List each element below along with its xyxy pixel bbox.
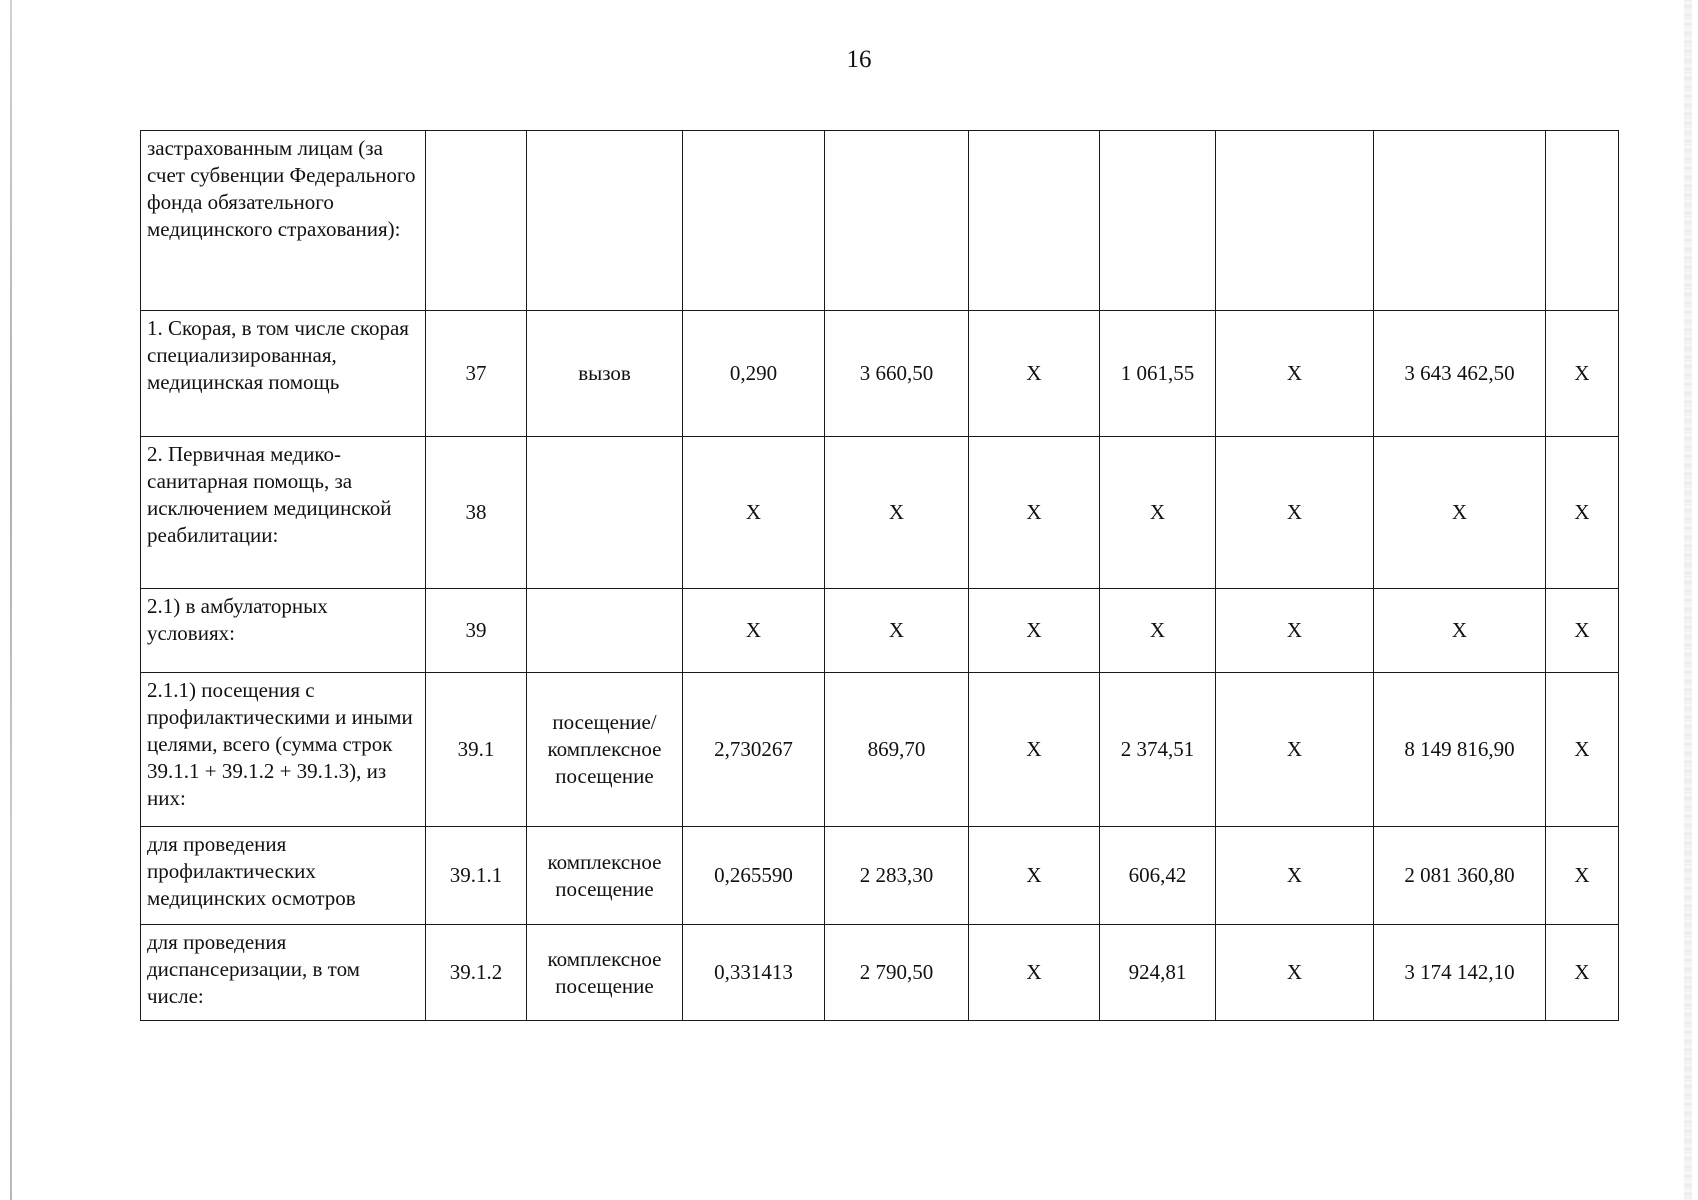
value-cell: X <box>825 589 969 673</box>
value-cell: 2,730267 <box>683 673 825 827</box>
value-cell: 0,331413 <box>683 925 825 1021</box>
value-cell: X <box>1100 589 1216 673</box>
value-cell: 3 643 462,50 <box>1374 311 1546 437</box>
value-cell: X <box>1216 925 1374 1021</box>
unit-cell: комплексное посещение <box>527 827 683 925</box>
value-cell: X <box>969 589 1100 673</box>
unit-cell <box>527 589 683 673</box>
value-cell: X <box>1546 311 1619 437</box>
table-row <box>141 925 1619 1021</box>
value-cell: X <box>1216 589 1374 673</box>
value-cell: X <box>1216 673 1374 827</box>
unit-cell: посещение/ комплексное посещение <box>527 673 683 827</box>
value-cell: X <box>1546 437 1619 589</box>
value-cell: 8 149 816,90 <box>1374 673 1546 827</box>
row-label: 2. Первичная медико-санитарная помощь, за исключением медицинской реабилитации: <box>141 437 426 589</box>
unit-cell <box>527 131 683 311</box>
value-cell <box>825 131 969 311</box>
row-label: для проведения профилактических медицинских осмотров <box>141 827 426 925</box>
data-table <box>140 130 1619 1021</box>
value-cell: X <box>683 589 825 673</box>
value-cell: X <box>1216 437 1374 589</box>
value-cell <box>1216 131 1374 311</box>
value-cell: 2 374,51 <box>1100 673 1216 827</box>
table-row <box>141 437 1619 589</box>
value-cell: 606,42 <box>1100 827 1216 925</box>
value-cell: X <box>1374 437 1546 589</box>
row-label: 2.1) в амбулаторных условиях: <box>141 589 426 673</box>
value-cell: 0,290 <box>683 311 825 437</box>
value-cell: X <box>1546 925 1619 1021</box>
row-number-cell: 39.1.1 <box>426 827 527 925</box>
row-label: застрахованным лицам (за счет субвенции Федерального фонда обязательного медицинского страхования): <box>141 131 426 311</box>
table-row <box>141 673 1619 827</box>
scan-edge-left <box>10 0 12 1200</box>
row-number-cell: 37 <box>426 311 527 437</box>
row-number-cell: 39 <box>426 589 527 673</box>
value-cell: X <box>969 925 1100 1021</box>
value-cell: 2 081 360,80 <box>1374 827 1546 925</box>
value-cell: 2 790,50 <box>825 925 969 1021</box>
value-cell <box>969 131 1100 311</box>
table-row <box>141 589 1619 673</box>
table-row <box>141 827 1619 925</box>
value-cell: X <box>1216 311 1374 437</box>
table-row <box>141 311 1619 437</box>
value-cell: 0,265590 <box>683 827 825 925</box>
unit-cell: вызов <box>527 311 683 437</box>
value-cell: 3 660,50 <box>825 311 969 437</box>
row-label: для проведения диспансеризации, в том числе: <box>141 925 426 1021</box>
row-label: 1. Скорая, в том числе скорая специализированная, медицинская помощь <box>141 311 426 437</box>
value-cell <box>1546 131 1619 311</box>
row-number-cell: 39.1 <box>426 673 527 827</box>
value-cell: X <box>1374 589 1546 673</box>
value-cell: 2 283,30 <box>825 827 969 925</box>
value-cell: X <box>1216 827 1374 925</box>
value-cell: X <box>683 437 825 589</box>
value-cell: X <box>969 437 1100 589</box>
value-cell: X <box>1546 589 1619 673</box>
value-cell: X <box>1546 673 1619 827</box>
row-number-cell: 39.1.2 <box>426 925 527 1021</box>
value-cell: 924,81 <box>1100 925 1216 1021</box>
unit-cell <box>527 437 683 589</box>
value-cell: X <box>1546 827 1619 925</box>
scan-edge-right <box>1684 0 1692 1200</box>
value-cell <box>1100 131 1216 311</box>
row-number-cell <box>426 131 527 311</box>
row-label: 2.1.1) посещения с профилактическими и иными целями, всего (сумма строк 39.1.1 + 39.1.2 + 39.1.3), из них: <box>141 673 426 827</box>
value-cell: 1 061,55 <box>1100 311 1216 437</box>
row-number-cell: 38 <box>426 437 527 589</box>
unit-cell: комплексное посещение <box>527 925 683 1021</box>
value-cell: X <box>969 311 1100 437</box>
value-cell: X <box>969 827 1100 925</box>
page-number: 16 <box>846 46 872 73</box>
value-cell: 869,70 <box>825 673 969 827</box>
table-row <box>141 131 1619 311</box>
value-cell <box>1374 131 1546 311</box>
value-cell: 3 174 142,10 <box>1374 925 1546 1021</box>
value-cell: X <box>825 437 969 589</box>
value-cell <box>683 131 825 311</box>
value-cell: X <box>1100 437 1216 589</box>
value-cell: X <box>969 673 1100 827</box>
